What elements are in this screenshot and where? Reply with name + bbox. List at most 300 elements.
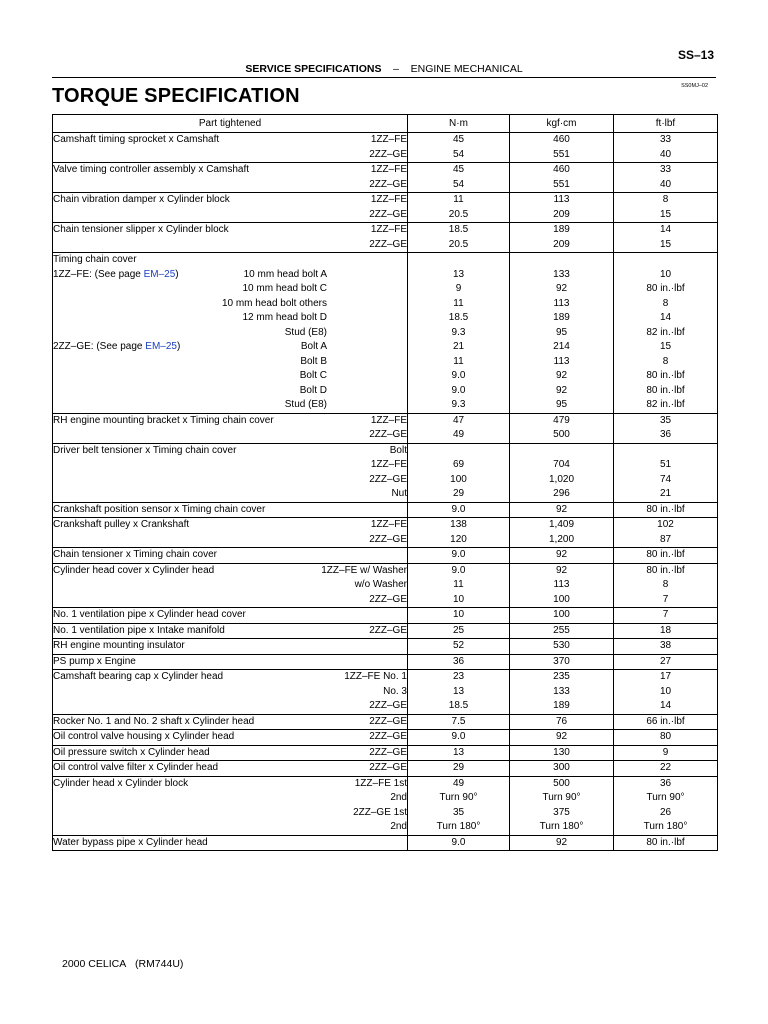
part-cell	[53, 223, 408, 253]
value: 80 in.·lbf	[646, 564, 685, 576]
ft-lbf-cell	[614, 654, 718, 670]
value: 27	[659, 655, 672, 667]
kgf-cm-cell	[510, 623, 614, 639]
value: 36	[659, 429, 672, 440]
ft-lbf-cell	[614, 623, 718, 639]
ft-lbf-cell	[614, 670, 718, 715]
value: 21	[452, 341, 465, 352]
part-line	[53, 223, 407, 238]
part-line	[53, 685, 407, 700]
ft-lbf-cell	[614, 639, 718, 655]
part-line	[53, 282, 407, 297]
value: 13	[452, 746, 465, 758]
part-line	[53, 533, 407, 548]
part-cell	[53, 654, 408, 670]
value: 35	[659, 414, 672, 426]
value: 100	[553, 593, 570, 605]
part-name: Crankshaft position sensor x Timing chain cover	[53, 503, 266, 515]
table-row	[53, 502, 718, 518]
part-name: Driver belt tensioner x Timing chain cover	[53, 444, 237, 456]
part-line	[53, 820, 407, 835]
engine-spec: 2ZZ–GE	[369, 624, 407, 636]
value: 92	[555, 836, 568, 848]
engine-spec: 2ZZ–GE	[369, 473, 407, 485]
part-name: Chain vibration damper x Cylinder block	[53, 194, 230, 205]
value: 49	[452, 429, 465, 440]
table-row	[53, 608, 718, 624]
section-subtitle: ENGINE MECHANICAL	[410, 63, 523, 75]
value: 704	[553, 459, 570, 470]
kgf-cm-cell	[510, 670, 614, 715]
table-row	[53, 253, 718, 414]
part-name: Valve timing controller assembly x Camshaft	[53, 164, 249, 175]
value: 500	[553, 777, 570, 789]
part-cell	[53, 623, 408, 639]
part-line	[53, 624, 407, 639]
part-name: Cylinder head cover x Cylinder head	[53, 564, 215, 576]
part-name: RH engine mounting insulator	[53, 640, 185, 651]
table-row	[53, 714, 718, 730]
part-name: RH engine mounting bracket x Timing chain cover	[53, 414, 274, 426]
section-header	[0, 63, 768, 75]
table-row	[53, 623, 718, 639]
table-row	[53, 163, 718, 193]
value: 15	[659, 208, 672, 220]
part-line	[53, 593, 407, 608]
value: 80 in.·lbf	[646, 370, 685, 381]
value: 82 in.·lbf	[646, 326, 685, 338]
value: 20.5	[448, 238, 469, 250]
part-name: Chain tensioner slipper x Cylinder block	[53, 224, 229, 235]
value: 11	[453, 194, 464, 205]
bolt-spec: Bolt D	[299, 384, 327, 396]
table-row	[53, 761, 718, 777]
value: Turn 90°	[439, 792, 478, 803]
part-line	[53, 414, 407, 429]
engine-spec: 2ZZ–GE	[369, 593, 407, 605]
part-line	[53, 836, 407, 851]
part-line	[53, 791, 407, 806]
value: 189	[553, 700, 570, 711]
engine-spec: 1ZZ–FE	[370, 519, 407, 530]
engine-spec: Nut	[391, 488, 407, 499]
part-line	[53, 369, 407, 384]
part-name: Crankshaft pulley x Crankshaft	[53, 519, 190, 530]
kgf-cm-cell	[510, 193, 614, 223]
value: 33	[659, 164, 672, 175]
bolt-spec: 10 mm head bolt C	[242, 283, 327, 294]
value: 74	[659, 473, 672, 485]
nm-cell	[408, 639, 510, 655]
engine-spec: 1ZZ–FE	[370, 414, 407, 426]
value: 54	[452, 148, 465, 160]
bolt-spec: Stud (E8)	[284, 399, 327, 410]
kgf-cm-cell	[510, 639, 614, 655]
engine-spec: 2ZZ–GE	[369, 746, 407, 758]
value: Turn 180°	[539, 821, 584, 832]
part-cell	[53, 193, 408, 223]
nm-cell	[408, 133, 510, 163]
part-cell	[53, 835, 408, 851]
table-row	[53, 776, 718, 835]
value	[408, 444, 509, 459]
value: 80 in.·lbf	[646, 384, 685, 396]
table-row	[53, 730, 718, 746]
engine-spec: 2ZZ–GE	[369, 178, 407, 190]
part-line	[53, 398, 407, 413]
part-line	[53, 473, 407, 488]
value: 33	[659, 134, 672, 145]
value: 255	[553, 624, 570, 636]
value: 9.3	[451, 399, 466, 410]
kgf-cm-cell	[510, 223, 614, 253]
kgf-cm-cell	[510, 761, 614, 777]
value: 18	[659, 624, 672, 636]
value	[510, 253, 613, 268]
part-cell	[53, 502, 408, 518]
value: 22	[659, 762, 672, 773]
nm-cell	[408, 413, 510, 443]
value	[510, 444, 613, 459]
engine-spec: Bolt	[389, 444, 407, 456]
value: 29	[452, 488, 465, 499]
value: 87	[659, 533, 672, 545]
table-row	[53, 654, 718, 670]
part-line	[53, 178, 407, 193]
kgf-cm-cell	[510, 253, 614, 414]
value: 138	[450, 519, 467, 530]
part-line	[53, 608, 407, 623]
table-body	[53, 133, 718, 851]
value: 38	[659, 640, 672, 651]
value: 9.0	[451, 564, 466, 576]
nm-cell	[408, 835, 510, 851]
nm-cell	[408, 502, 510, 518]
value: 479	[553, 414, 570, 426]
ft-lbf-cell	[614, 761, 718, 777]
value: 18.5	[448, 700, 469, 711]
part-name: No. 1 ventilation pipe x Cylinder head cover	[53, 609, 246, 620]
section-title: SERVICE SPECIFICATIONS	[245, 63, 382, 75]
value: 189	[553, 224, 570, 235]
value: Turn 180°	[436, 821, 481, 832]
value: 66 in.·lbf	[646, 715, 685, 727]
value: 9.0	[451, 503, 466, 515]
ft-lbf-cell	[614, 745, 718, 761]
part-name: Timing chain cover	[53, 254, 137, 265]
kgf-cm-cell	[510, 608, 614, 624]
value: 76	[555, 715, 568, 727]
value: 9.0	[451, 731, 466, 742]
value: 370	[553, 655, 570, 667]
value: 9.0	[451, 836, 466, 848]
part-name: Camshaft timing sprocket x Camshaft	[53, 134, 220, 145]
kgf-cm-cell	[510, 776, 614, 835]
value: 80 in.·lbf	[646, 549, 685, 560]
part-name: Water bypass pipe x Cylinder head	[53, 836, 208, 848]
kgf-cm-cell	[510, 730, 614, 746]
value: 9	[662, 746, 669, 758]
value: 80 in.·lbf	[646, 283, 685, 294]
value	[614, 444, 717, 459]
value: 92	[555, 283, 568, 294]
part-line	[53, 518, 407, 533]
nm-cell	[408, 548, 510, 564]
value: 7	[662, 609, 669, 620]
value: 29	[452, 762, 465, 773]
value: 209	[553, 208, 570, 220]
torque-spec-table	[52, 114, 718, 851]
ft-lbf-cell	[614, 518, 718, 548]
value: 92	[555, 503, 568, 515]
value: 40	[659, 148, 672, 160]
table-row	[53, 670, 718, 715]
engine-spec: 2ZZ–GE 1st	[353, 806, 407, 818]
footer-manual-code: (RM744U)	[134, 958, 184, 970]
value: 11	[453, 355, 464, 367]
value: 7	[662, 593, 669, 605]
engine-spec: 1ZZ–FE	[370, 194, 407, 205]
section-separator: –	[393, 63, 399, 75]
value: 530	[553, 640, 570, 651]
ft-lbf-cell	[614, 253, 718, 414]
nm-cell	[408, 654, 510, 670]
value: 113	[553, 297, 570, 309]
part-line	[53, 777, 407, 792]
ft-lbf-cell	[614, 714, 718, 730]
page-reference-link[interactable]: EM–25	[143, 268, 176, 280]
part-name: Camshaft bearing cap x Cylinder head	[53, 671, 224, 682]
part-cell	[53, 730, 408, 746]
part-line	[53, 715, 407, 730]
value: 209	[553, 238, 570, 250]
part-line	[53, 193, 407, 208]
engine-spec: 1ZZ–FE 1st	[354, 777, 407, 789]
part-line	[53, 311, 407, 326]
nm-cell	[408, 563, 510, 608]
value: 133	[553, 268, 570, 280]
page-reference-link[interactable]: EM–25	[145, 341, 177, 352]
engine-spec: 2ZZ–GE	[369, 715, 407, 727]
value: 20.5	[448, 208, 469, 220]
value: 80 in.·lbf	[646, 836, 685, 848]
bolt-spec: 10 mm head bolt others	[221, 297, 327, 309]
header-nm: N·m	[408, 115, 510, 133]
table-row	[53, 563, 718, 608]
value: 36	[659, 777, 672, 789]
part-line	[53, 148, 407, 163]
value: 9.0	[451, 370, 466, 381]
value: 45	[452, 164, 465, 175]
table-row	[53, 133, 718, 163]
value: 49	[452, 777, 465, 789]
value: 214	[553, 341, 570, 352]
value: 26	[659, 806, 672, 818]
ft-lbf-cell	[614, 608, 718, 624]
engine-spec: 1ZZ–FE	[370, 134, 407, 145]
value: 14	[659, 312, 672, 323]
value: 69	[452, 459, 465, 470]
value: 7.5	[451, 715, 466, 727]
part-line	[53, 444, 407, 459]
value: 14	[659, 224, 672, 235]
value: 113	[553, 355, 570, 367]
value: 500	[553, 429, 570, 440]
table-row	[53, 223, 718, 253]
value: 551	[553, 148, 570, 160]
value: 296	[553, 488, 570, 499]
nm-cell	[408, 608, 510, 624]
nm-cell	[408, 518, 510, 548]
bolt-spec: 12 mm head bolt D	[242, 312, 327, 323]
value: 1,020	[548, 473, 575, 485]
footer	[62, 958, 183, 970]
table-row	[53, 639, 718, 655]
table-row	[53, 193, 718, 223]
part-name: Chain tensioner x Timing chain cover	[53, 549, 217, 560]
value: 100	[553, 609, 570, 620]
value: 15	[659, 238, 672, 250]
value: 10	[452, 609, 465, 620]
page-title: TORQUE SPECIFICATION	[52, 85, 300, 107]
value	[408, 253, 509, 268]
engine-spec: 1ZZ–FE No. 1	[344, 671, 407, 682]
value: 95	[555, 399, 568, 410]
page-number: SS–13	[677, 48, 714, 62]
part-name-suffix: )	[176, 341, 181, 352]
value: Turn 90°	[646, 792, 685, 803]
header-part-tightened: Part tightened	[53, 115, 408, 133]
engine-spec: 2nd	[390, 821, 407, 832]
engine-spec: 2ZZ–GE	[369, 208, 407, 220]
ft-lbf-cell	[614, 776, 718, 835]
value: 1,409	[548, 519, 575, 530]
document-id: SS0MJ–02	[681, 83, 708, 89]
bolt-spec: Stud (E8)	[284, 326, 327, 338]
part-cell	[53, 776, 408, 835]
part-line	[53, 428, 407, 443]
table-row	[53, 518, 718, 548]
kgf-cm-cell	[510, 443, 614, 502]
value: 25	[452, 624, 465, 636]
value: 82 in.·lbf	[646, 399, 685, 410]
part-line	[53, 487, 407, 502]
table-row	[53, 443, 718, 502]
value: 11	[453, 579, 464, 590]
value: 133	[553, 685, 570, 697]
value: 21	[659, 488, 672, 499]
value	[614, 253, 717, 268]
part-name: Oil pressure switch x Cylinder head	[53, 746, 210, 758]
value: 14	[659, 700, 672, 711]
value: 8	[662, 297, 669, 309]
nm-cell	[408, 443, 510, 502]
part-line	[53, 806, 407, 821]
kgf-cm-cell	[510, 518, 614, 548]
part-name-suffix: )	[175, 268, 179, 280]
value: Turn 90°	[542, 792, 581, 803]
part-line	[53, 268, 407, 283]
bolt-spec: Bolt B	[300, 355, 327, 367]
part-line	[53, 384, 407, 399]
part-cell	[53, 670, 408, 715]
part-line	[53, 699, 407, 714]
ft-lbf-cell	[614, 835, 718, 851]
part-cell	[53, 253, 408, 414]
value: 9	[455, 283, 462, 294]
value: 10	[452, 593, 465, 605]
engine-spec: 2ZZ–GE	[369, 238, 407, 250]
value: 92	[555, 549, 568, 560]
part-cell	[53, 608, 408, 624]
value: 92	[555, 384, 568, 396]
value: 189	[553, 312, 570, 323]
value: 375	[553, 806, 570, 818]
value: 8	[662, 579, 669, 590]
part-line	[53, 639, 407, 654]
value: 23	[452, 671, 465, 682]
header-rule	[52, 77, 716, 78]
kgf-cm-cell	[510, 133, 614, 163]
bolt-spec: Bolt C	[299, 370, 327, 381]
part-cell	[53, 761, 408, 777]
table-header-row	[53, 115, 718, 133]
value: 80 in.·lbf	[646, 503, 685, 515]
part-cell	[53, 413, 408, 443]
value: 35	[452, 806, 465, 818]
value: 11	[453, 297, 464, 309]
ft-lbf-cell	[614, 163, 718, 193]
engine-spec: 2ZZ–GE	[369, 700, 407, 711]
part-line	[53, 253, 407, 268]
value: 300	[553, 762, 570, 773]
table-row	[53, 745, 718, 761]
value: 92	[555, 731, 568, 742]
part-line	[53, 340, 407, 355]
value: 102	[657, 519, 674, 530]
ft-lbf-cell	[614, 223, 718, 253]
part-line	[53, 746, 407, 761]
kgf-cm-cell	[510, 163, 614, 193]
value: 9.0	[451, 549, 466, 560]
ft-lbf-cell	[614, 730, 718, 746]
part-cell	[53, 639, 408, 655]
value: 8	[662, 194, 669, 205]
table-row	[53, 835, 718, 851]
engine-spec: 1ZZ–FE	[370, 224, 407, 235]
ft-lbf-cell	[614, 548, 718, 564]
value: 10	[659, 685, 672, 697]
nm-cell	[408, 761, 510, 777]
value: 45	[452, 134, 465, 145]
value: 113	[553, 194, 570, 205]
part-line	[53, 655, 407, 670]
part-cell	[53, 443, 408, 502]
part-name: Cylinder head x Cylinder block	[53, 777, 189, 789]
nm-cell	[408, 193, 510, 223]
part-name: PS pump x Engine	[53, 655, 136, 667]
value: 113	[553, 579, 570, 590]
kgf-cm-cell	[510, 548, 614, 564]
value: 51	[659, 459, 672, 470]
value: 52	[452, 640, 465, 651]
part-line	[53, 163, 407, 178]
value: 9.0	[451, 384, 466, 396]
value: 460	[553, 134, 570, 145]
part-cell	[53, 133, 408, 163]
value: 95	[555, 326, 568, 338]
value: 15	[659, 341, 672, 352]
